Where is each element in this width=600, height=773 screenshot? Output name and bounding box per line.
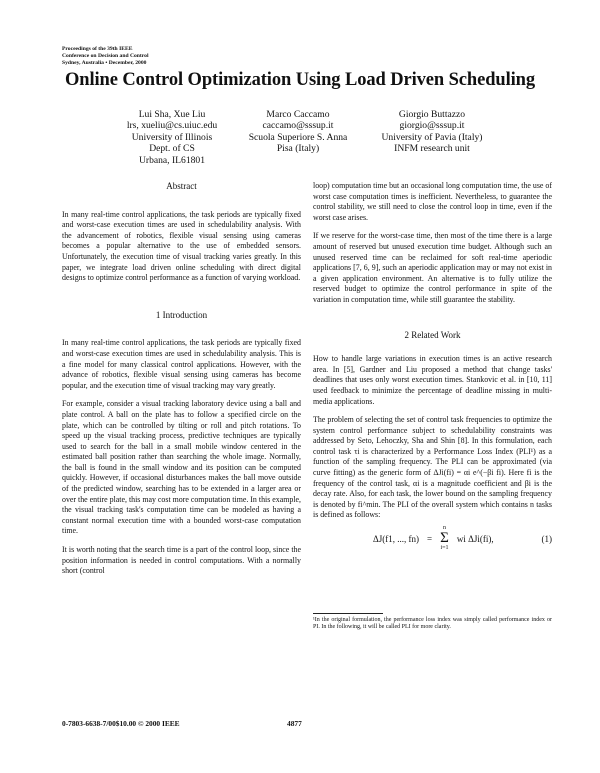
abstract-heading: Abstract	[166, 181, 197, 191]
author-line: lrs, xueliu@cs.uiuc.edu	[126, 120, 218, 132]
author-line: INFM research unit	[394, 143, 470, 155]
body-paragraph: loop) computation time but an occasional long computation time, the use of worst case computation times is inefficient. Nevertheless, to guarantee the control stability, we still need to close the control loop in time, even if the worst case arises.	[313, 181, 552, 222]
related-work-heading: 2 Related Work	[404, 329, 461, 340]
author-line: Scuola Superiore S. Anna	[248, 131, 348, 143]
abstract-text: In many real-time control applications, the task periods are typically fixed and worst-case execution times are used in schedulability analysis. With the advancement of robotics, flexible visual sensing using cameras becomes a popular alternative to the use of embedded sensors. Unfortunately, the execution time of visual tracking varies greatly. In this paper, we integrate load driven online scheduling with direct digital designs to optimize control performance as a function of varying workload.	[62, 209, 301, 283]
sum-upper-limit: n	[442, 525, 446, 532]
paper-title: Online Control Optimization Using Load Driven Scheduling	[65, 70, 535, 90]
equation-lhs: ΔJ(f1, ..., fn)	[373, 533, 420, 544]
footnote: ¹In the original formulation, the performance loss index was simply called performance index or PI. In the following, it will be called PLI for more clarity.	[313, 617, 552, 631]
proceedings-info	[62, 46, 149, 66]
equation-number: (1)	[541, 533, 552, 544]
author-line: Pisa (Italy)	[276, 143, 320, 155]
author-block-buttazzo	[362, 109, 502, 155]
author-block-caccamo	[238, 109, 358, 155]
author-line: Urbana, IL61801	[138, 154, 206, 166]
author-line: Dept. of CS	[149, 143, 195, 155]
author-line: caccamo@sssup.it	[262, 120, 334, 132]
related-work-paragraph: How to handle large variations in execution times is an active research area. In [5], Gardner and Liu proposed a method that change tasks' deadlines that uses only worst execution times. Stankovic et al. in [10, 11] used feedback to minimize the percentage of deadline missing in multi-media applications.	[313, 354, 552, 406]
equation-1: ΔJ(f1, ..., fn) = n Σ i=1 wi ΔJi(fi), (1)	[373, 525, 552, 552]
sum-lower-limit: i=1	[440, 545, 449, 552]
left-column	[62, 181, 301, 585]
footnote-rule	[313, 613, 383, 614]
author-block-sha-liu	[112, 109, 232, 166]
equation-rhs: wi ΔJi(fi),	[456, 533, 494, 544]
author-line: giorgio@sssup.it	[399, 120, 465, 132]
intro-paragraph: It is worth noting that the search time is a part of the control loop, since the position information is needed in control computations. With a normally short (control	[62, 545, 301, 576]
intro-paragraph: In many real-time control applications, the task periods are typically fixed and worst-case execution times are used in schedulability analysis. This is a fine model for many classical control applications. However, with the advance of robotics, flexible visual sensing using cameras has become popular, and the execution time of visual tracking may vary greatly.	[62, 338, 301, 390]
sum-symbol: Σ	[440, 530, 449, 547]
author-line: Giorgio Buttazzo	[398, 109, 466, 120]
author-line: University of Illinois	[131, 131, 213, 143]
related-work-paragraph: The problem of selecting the set of control task frequencies to optimize the system control performance subject to schedulability constraints was addressed by Seto, Lehoczky, Sha and Shin [8]. In this formulation, each control task τi is characterized by a Performance Loss Index (PLI¹) as a function of the sampling frequency. The PLI can be approximated (via curve fitting) as the generic form of ΔJi(fi) = αi e^(−βi fi). Here fi is the frequency of the control task, αi is a magnitude coefficient and βi is the decay rate. Also, for each task, the lower bound on the sampling frequency is denoted by fi^min. The PLI of the overall system which contains n tasks is defined as follows:	[313, 415, 552, 520]
author-line: Lui Sha, Xue Liu	[138, 109, 206, 120]
body-paragraph: If we reserve for the worst-case time, then most of the time there is a large amount of reserved but unused execution time budget. Although such an unused reserved time can be reclaimed for soft real-time aperiodic applications [7, 6, 9], such an aperiodic application may or may not exist in a given application environment. An alternative is to fully utilize the reserved budget to optimize the control performance in spite of the variation in computation time, while still guarantee the stability.	[313, 231, 552, 304]
author-line: Marco Caccamo	[266, 109, 330, 120]
right-column	[313, 181, 552, 552]
summation	[440, 525, 449, 552]
proceedings-line: Conference on Decision and Control	[62, 52, 149, 59]
isbn-copyright: 0-7803-6638-7/00$10.00 © 2000 IEEE	[62, 719, 180, 728]
page-number: 4877	[287, 719, 302, 728]
intro-paragraph: For example, consider a visual tracking laboratory device using a ball and plate control. A ball on the plate has to follow a specified circle on the plate, which can be controlled by tilting or roll and pitch rotations. To speed up the visual tracking process, predictive techniques are typically used to search for the ball in a small mobile window centered in the estimated ball position rather than searching the whole image. Normally, the ball is found in the small window and its position can be computed quickly. However, if occasional disturbances makes the ball move outside of the predicted window, searching has to be extended in a larger area or over the entire plate, this may cost more computation time. In this example, the visual tracking task's computation time can be modeled as having a constant normal execution time with a bounded worst-case computation time.	[62, 399, 301, 536]
proceedings-line: Proceedings of the 39th IEEE	[62, 46, 133, 52]
author-line: University of Pavia (Italy)	[381, 131, 483, 143]
proceedings-line: Sydney, Australia • December, 2000	[62, 59, 147, 66]
introduction-heading: 1 Introduction	[155, 309, 208, 320]
